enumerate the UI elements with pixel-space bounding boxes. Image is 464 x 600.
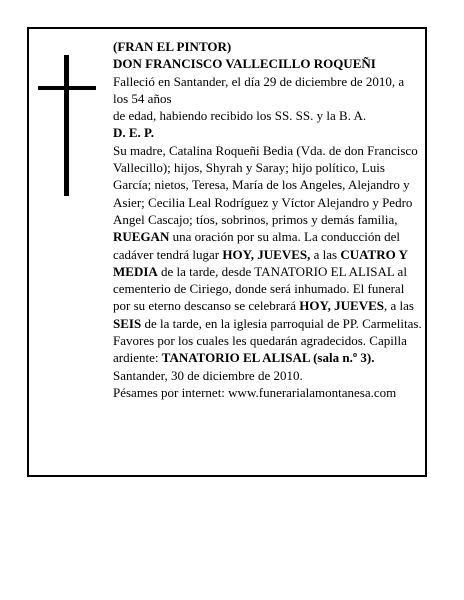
cross-icon-horizontal-bar	[38, 86, 96, 90]
hoy-jueves-2: HOY, JUEVES	[299, 298, 385, 314]
death-line-2: los 54 años	[113, 90, 172, 106]
cuatro-y-media: CUATRO Y MEDIA	[113, 246, 408, 279]
nickname: (FRAN EL PINTOR)	[113, 39, 232, 54]
chapel-location: TANATORIO EL ALISAL (sala n.º 3).	[161, 350, 375, 366]
cross-icon-vertical-bar	[64, 55, 69, 196]
sacraments-line: de edad, habiendo recibido los SS. SS. y la B. A.	[113, 108, 367, 124]
seis: SEIS	[113, 315, 142, 331]
ceremony-paragraph	[113, 228, 423, 366]
ceremony-text-4: , a las	[384, 298, 414, 314]
rip-line: D. E. P.	[113, 125, 155, 141]
hoy-jueves-1: HOY, JUEVES,	[222, 246, 311, 262]
death-line-1: Falleció en Santander, el día 29 de diciembre de 2010, a	[113, 73, 405, 89]
ceremony-text-5: de la tarde, en la iglesia parroquial de PP. Carmelitas. Favores por los cuales les quedarán agradecidos. Capilla ardiente:	[113, 315, 422, 366]
ceremony-text-2: a las	[310, 246, 341, 262]
ceremony-text-3: de la tarde, desde TANATORIO EL ALISAL al cementerio de Ciriego, donde será inhumado. El funeral por su eterno descanso se celebrará	[113, 263, 407, 314]
ruegan-label: RUEGAN	[113, 229, 170, 245]
deceased-name: DON FRANCISCO VALLECILLO ROQUEÑI	[113, 56, 376, 72]
date-line: Santander, 30 de diciembre de 2010.	[113, 367, 303, 383]
obituary-text	[113, 38, 423, 401]
ceremony-text-1: una oración por su alma. La conducción del cadáver tendrá lugar	[113, 229, 401, 262]
family-paragraph: Su madre, Catalina Roqueñi Bedia (Vda. de don Francisco Vallecillo); hijos, Shyrah y Saray; hijo político, Luis García; nietos, Teresa, María de los Angeles, Alejandro y Asier; Cecilia Leal Rodríguez y Víctor Alejandro y Pedro Angel Cascajo; tíos, sobrinos, primos y demás familia,	[113, 142, 418, 227]
web-line: Pésames por internet: www.funerarialamontanesa.com	[113, 384, 397, 400]
